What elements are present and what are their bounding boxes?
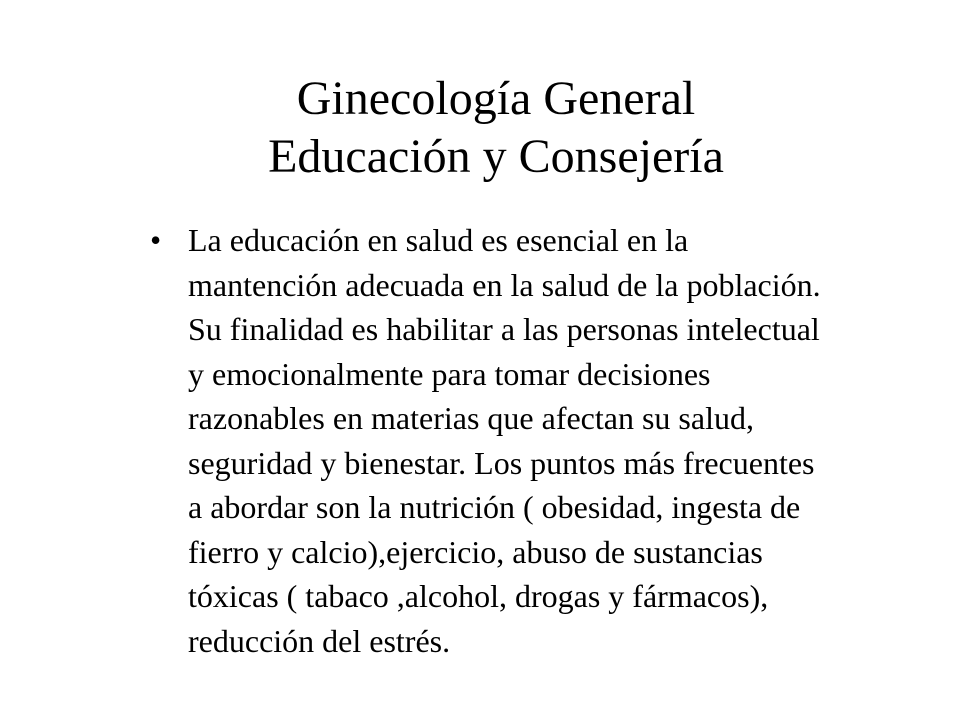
bullet-list (150, 218, 930, 663)
bullet-text-line: Su finalidad es habilitar a las personas intelectual (188, 311, 820, 347)
bullet-text-line: y emocionalmente para tomar decisiones (188, 355, 711, 392)
bullet-text-line: tóxicas ( tabaco ,alcohol, drogas y fármacos), (188, 578, 769, 614)
bullet-text-line: a abordar son la nutrición ( obesidad, ingesta de (188, 489, 801, 525)
bullet-text-line: razonables en materias que afectan su salud, (188, 400, 754, 436)
bullet-text-line: reducción del estrés. (188, 622, 451, 659)
slide-title (0, 70, 960, 186)
bullet-item (150, 218, 930, 663)
title-line-2: Educación y Consejería (268, 130, 724, 183)
bullet-text-line: seguridad y bienestar. Los puntos más frecuentes (188, 444, 815, 481)
bullet-text-line: fierro y calcio),ejercicio, abuso de sustancias (188, 533, 763, 570)
bullet-marker: • (150, 222, 162, 258)
title-line-1: Ginecología General (296, 72, 696, 125)
bullet-text-line: mantención adecuada en la salud de la población. (188, 266, 821, 303)
bullet-text-line: La educación en salud es esencial en la (188, 222, 689, 258)
